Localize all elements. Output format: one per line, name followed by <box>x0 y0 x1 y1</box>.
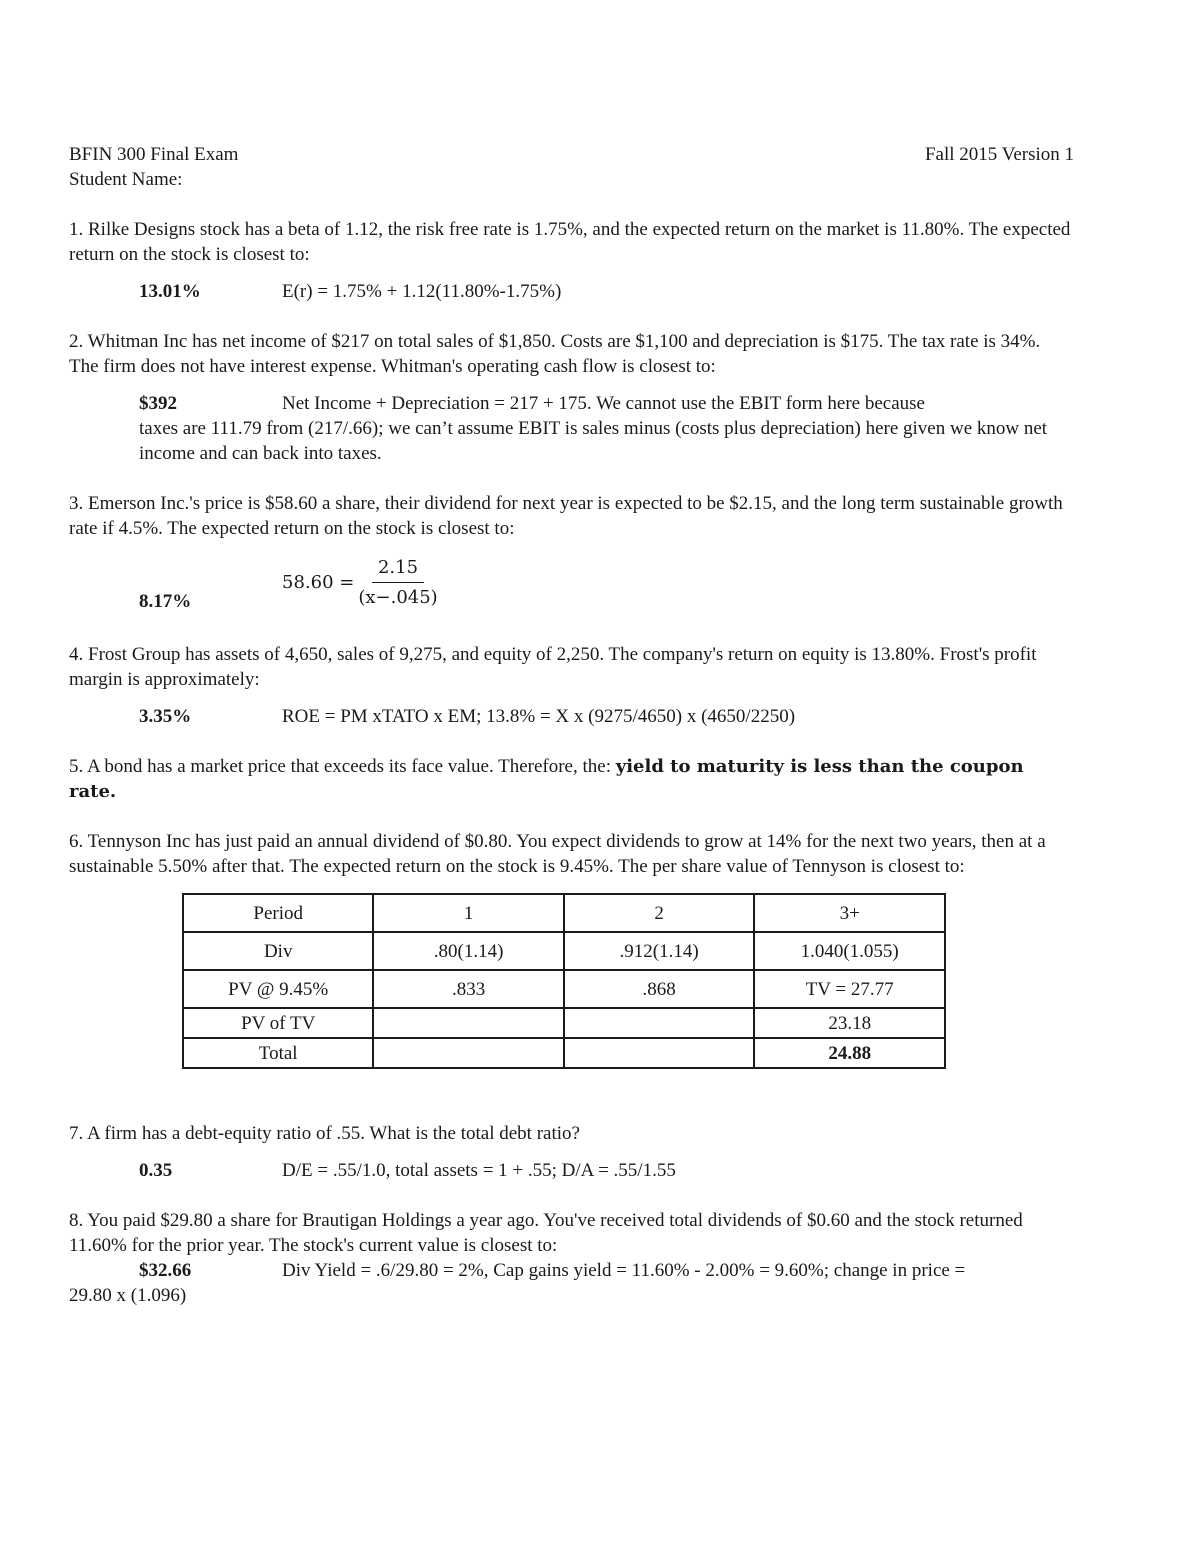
table-cell: 1.040(1.055) <box>754 932 945 970</box>
fraction-numerator: 2.15 <box>372 555 424 583</box>
student-name-label: Student Name: <box>69 169 183 190</box>
exam-page <box>69 142 1074 1308</box>
table-cell: .80(1.14) <box>373 932 563 970</box>
question-2 <box>69 329 1074 466</box>
table-cell <box>373 1038 563 1068</box>
table-cell: 2 <box>564 894 755 932</box>
table-cell: 3+ <box>754 894 945 932</box>
question-5 <box>69 754 1074 804</box>
question-2-text: 2. Whitman Inc has net income of $217 on total sales of $1,850. Costs are $1,100 and depreciation is $175. The tax rate is 34%. The firm does not have interest expense. Whitman's operating cash flow is closest to: <box>69 331 1041 377</box>
question-7 <box>69 1121 1074 1183</box>
table-cell: .833 <box>373 970 563 1008</box>
question-1-work: E(r) = 1.75% + 1.12(11.80%-1.75%) <box>282 281 562 302</box>
table-cell: TV = 27.77 <box>754 970 945 1008</box>
question-4 <box>69 642 1074 729</box>
question-8-work-continued: 29.80 x (1.096) <box>69 1285 187 1306</box>
dividend-valuation-table <box>182 893 946 1069</box>
exam-header <box>69 142 1074 167</box>
table-cell: PV @ 9.45% <box>183 970 373 1008</box>
question-3-equation <box>282 555 438 610</box>
table-cell: PV of TV <box>183 1008 373 1038</box>
course-title: BFIN 300 Final Exam <box>69 144 239 165</box>
fraction-denominator: (x−.045) <box>358 587 438 608</box>
table-row <box>183 894 945 932</box>
question-4-work: ROE = PM xTATO x EM; 13.8% = X x (9275/4650) x (4650/2250) <box>282 706 796 727</box>
question-5-text: 5. A bond has a market price that exceeds its face value. Therefore, the: <box>69 756 616 777</box>
question-1-text: 1. Rilke Designs stock has a beta of 1.12, the risk free rate is 1.75%, and the expected return on the market is 11.80%. The expected return on the stock is closest to: <box>69 219 1071 265</box>
question-1-answer-row <box>69 279 1074 304</box>
table-cell <box>564 1008 755 1038</box>
question-4-answer-row <box>69 704 1074 729</box>
table-cell <box>564 1038 755 1068</box>
question-6 <box>69 829 1074 1069</box>
question-7-work: D/E = .55/1.0, total assets = 1 + .55; D/A = .55/1.55 <box>282 1160 676 1181</box>
question-1-answer: 13.01% <box>139 281 201 302</box>
question-6-text: 6. Tennyson Inc has just paid an annual dividend of $0.80. You expect dividends to grow at 14% for the next two years, then at a sustainable 5.50% after that. The expected return on the stock is 9.45%. The per share value of Tennyson is closest to: <box>69 831 1046 877</box>
question-4-text: 4. Frost Group has assets of 4,650, sales of 9,275, and equity of 2,250. The company's return on equity is 13.80%. Frost's profit margin is approximately: <box>69 644 1037 690</box>
table-cell: Div <box>183 932 373 970</box>
question-4-answer: 3.35% <box>139 706 192 727</box>
question-3-answer: 8.17% <box>139 591 192 612</box>
table-cell: .868 <box>564 970 755 1008</box>
question-8-answer: $32.66 <box>139 1260 192 1281</box>
table-row <box>183 932 945 970</box>
table-cell: Period <box>183 894 373 932</box>
table-cell <box>373 1008 563 1038</box>
table-cell: .912(1.14) <box>564 932 755 970</box>
table-cell: Total <box>183 1038 373 1068</box>
table-cell-total: 24.88 <box>754 1038 945 1068</box>
question-7-answer-row <box>69 1158 1074 1183</box>
question-5-answer: yield to maturity is less than the coupon rate. <box>69 756 1024 802</box>
question-3-answer-row <box>69 555 1074 617</box>
question-7-text: 7. A firm has a debt-equity ratio of .55. What is the total debt ratio? <box>69 1123 580 1144</box>
table-cell: 23.18 <box>754 1008 945 1038</box>
question-8-text: 8. You paid $29.80 a share for Brautigan Holdings a year ago. You've received total dividends of $0.60 and the stock returned 11.60% for the prior year. The stock's current value is closest to: <box>69 1210 1023 1256</box>
question-3 <box>69 491 1074 617</box>
question-2-work-continued: taxes are 111.79 from (217/.66); we can’t assume EBIT is sales minus (costs plus depreciation) here given we know net income and can back into taxes. <box>139 418 1048 464</box>
question-2-answer: $392 <box>139 393 177 414</box>
question-7-answer: 0.35 <box>139 1160 173 1181</box>
table-row <box>183 970 945 1008</box>
question-8-answer-row <box>69 1258 1074 1283</box>
question-2-answer-row <box>69 391 1074 416</box>
question-3-text: 3. Emerson Inc.'s price is $58.60 a share, their dividend for next year is expected to be $2.15, and the long term sustainable growth rate if 4.5%. The expected return on the stock is closest to: <box>69 493 1063 539</box>
question-8-work-line1: Div Yield = .6/29.80 = 2%, Cap gains yield = 11.60% - 2.00% = 9.60%; change in price = <box>282 1260 966 1281</box>
question-1 <box>69 217 1074 304</box>
table-row <box>183 1008 945 1038</box>
equation-fraction <box>358 555 437 610</box>
equation-lhs: 58.60 = <box>282 572 355 593</box>
table-cell: 1 <box>373 894 563 932</box>
table-row <box>183 1038 945 1068</box>
term-version: Fall 2015 Version 1 <box>924 144 1074 165</box>
question-8 <box>69 1208 1074 1308</box>
question-2-work-line1: Net Income + Depreciation = 217 + 175. We cannot use the EBIT form here because <box>282 393 925 414</box>
